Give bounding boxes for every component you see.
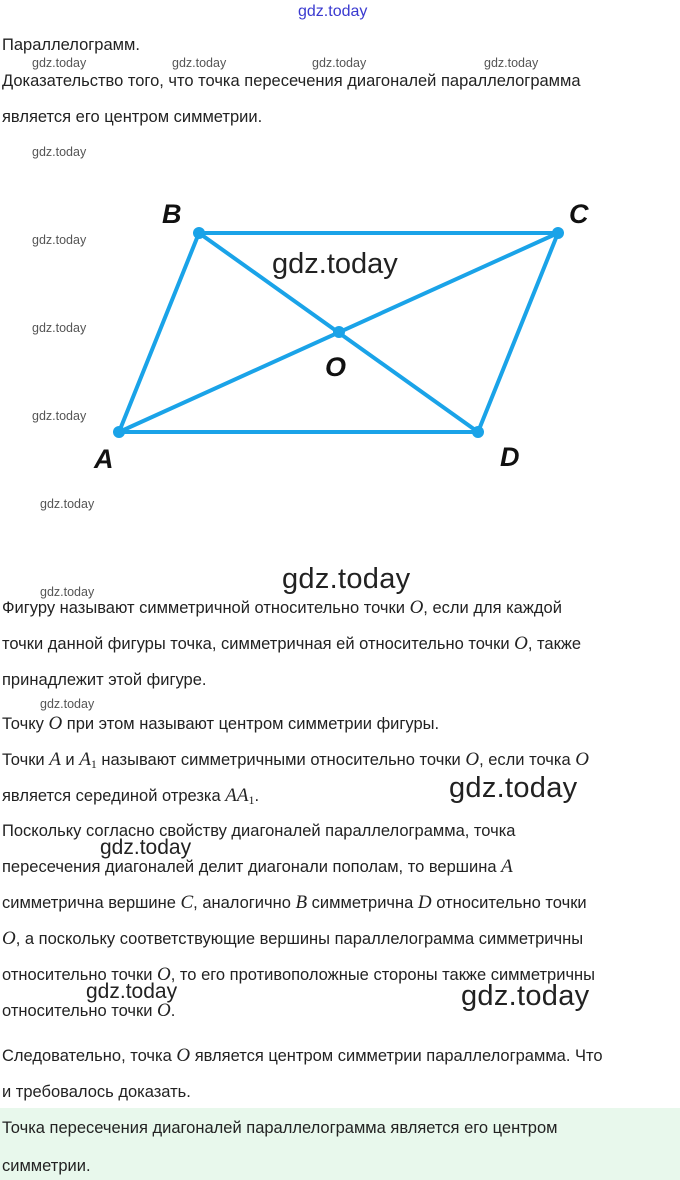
text: , также: [527, 635, 582, 653]
text: симметрична вершине: [2, 894, 181, 912]
watermark: gdz.today: [32, 321, 87, 335]
math-o: O: [465, 749, 480, 770]
text: Фигуру называют симметричной относительно точки: [2, 599, 410, 617]
text: , аналогично: [193, 894, 296, 912]
paragraph-line: [2, 750, 589, 774]
watermark: gdz.today: [272, 248, 398, 280]
text: Точки: [2, 751, 50, 769]
math-subscript: 1: [248, 793, 255, 807]
conclusion-line2: симметрии.: [2, 1157, 91, 1175]
label-c: C: [569, 199, 589, 229]
paragraph-line: [2, 857, 513, 877]
watermark: gdz.today: [40, 697, 95, 711]
paragraph-line: и требовалось доказать.: [2, 1083, 191, 1101]
math-o: O: [575, 749, 589, 770]
watermark: gdz.today: [484, 56, 539, 70]
vertex-d: [472, 426, 484, 438]
text: при этом называют центром симметрии фигуры.: [62, 715, 440, 733]
math-o: O: [48, 713, 63, 734]
watermark-top: gdz.today: [298, 3, 368, 20]
text: точки данной фигуры точка, симметричная ей относительно точки: [2, 635, 515, 653]
paragraph-line: [2, 786, 259, 810]
text: , если для каждой: [423, 599, 562, 617]
vertex-a: [113, 426, 125, 438]
watermark: gdz.today: [172, 56, 227, 70]
vertex-b: [193, 227, 205, 239]
paragraph-line: [2, 929, 583, 949]
paragraph-line: [2, 714, 439, 734]
text: Точку: [2, 715, 49, 733]
math-aa1: AA: [225, 785, 249, 806]
paragraph-line: [2, 1001, 175, 1021]
watermark: gdz.today: [32, 56, 87, 70]
math-o: O: [157, 1000, 171, 1021]
watermark: gdz.today: [461, 980, 590, 1012]
math-d: D: [417, 892, 432, 913]
text: является серединой отрезка: [2, 787, 226, 805]
text: , а поскольку соответствующие вершины параллелограмма симметричны: [15, 930, 584, 948]
paragraph-line: [2, 634, 581, 654]
text: является центром симметрии параллелограмма. Что: [190, 1047, 603, 1065]
paragraph-line: Поскольку согласно свойству диагоналей параллелограмма, точка: [2, 822, 516, 840]
watermark: gdz.today: [312, 56, 367, 70]
math-b: B: [295, 892, 308, 913]
watermark: gdz.today: [32, 409, 87, 423]
math-o: O: [514, 633, 528, 654]
watermark: gdz.today: [40, 585, 95, 599]
math-o: O: [409, 597, 424, 618]
math-o: O: [2, 928, 16, 949]
watermark: gdz.today: [282, 563, 411, 595]
watermark: gdz.today: [32, 233, 87, 247]
watermark: gdz.today: [40, 497, 95, 511]
text: называют симметричными относительно точки: [96, 751, 466, 769]
text: и: [60, 751, 80, 769]
text: Следовательно, точка: [2, 1047, 177, 1065]
task-statement-line2: является его центром симметрии.: [2, 108, 263, 126]
text: .: [254, 787, 260, 805]
paragraph-line: принадлежит этой фигуре.: [2, 671, 207, 689]
math-o: O: [176, 1045, 191, 1066]
vertex-c: [552, 227, 564, 239]
label-d: D: [500, 442, 520, 472]
point-o: [333, 326, 345, 338]
math-c: C: [180, 892, 194, 913]
text: относительно точки: [2, 966, 158, 984]
label-b: B: [162, 199, 182, 229]
text: , если точка: [479, 751, 576, 769]
text: пересечения диагоналей делит диагонали пополам, то вершина: [2, 858, 502, 876]
text: относительно точки: [431, 894, 587, 912]
label-o: O: [325, 352, 347, 382]
text: относительно точки: [2, 1002, 158, 1020]
math-a1: A: [79, 749, 91, 770]
math-a: A: [49, 749, 61, 770]
conclusion-line1: Точка пересечения диагоналей параллелограмма является его центром: [2, 1119, 558, 1137]
watermark: gdz.today: [100, 836, 192, 859]
math-o: O: [157, 964, 171, 985]
paragraph-line: [2, 1046, 603, 1066]
math-a: A: [501, 856, 513, 877]
section-title: Параллелограмм.: [2, 36, 140, 54]
paragraph-line: [2, 598, 562, 618]
watermark: gdz.today: [449, 772, 578, 804]
watermark: gdz.today: [86, 980, 178, 1003]
watermark: gdz.today: [32, 145, 87, 159]
text: .: [170, 1002, 176, 1020]
task-statement-line1: Доказательство того, что точка пересечения диагоналей параллелограмма: [2, 72, 581, 90]
label-a: A: [94, 444, 114, 474]
text: , то его противоположные стороны также симметричны: [170, 966, 596, 984]
paragraph-line: [2, 893, 587, 913]
parallelogram-figure: [0, 0, 680, 500]
math-subscript: 1: [90, 757, 97, 771]
text: симметрична: [307, 894, 418, 912]
